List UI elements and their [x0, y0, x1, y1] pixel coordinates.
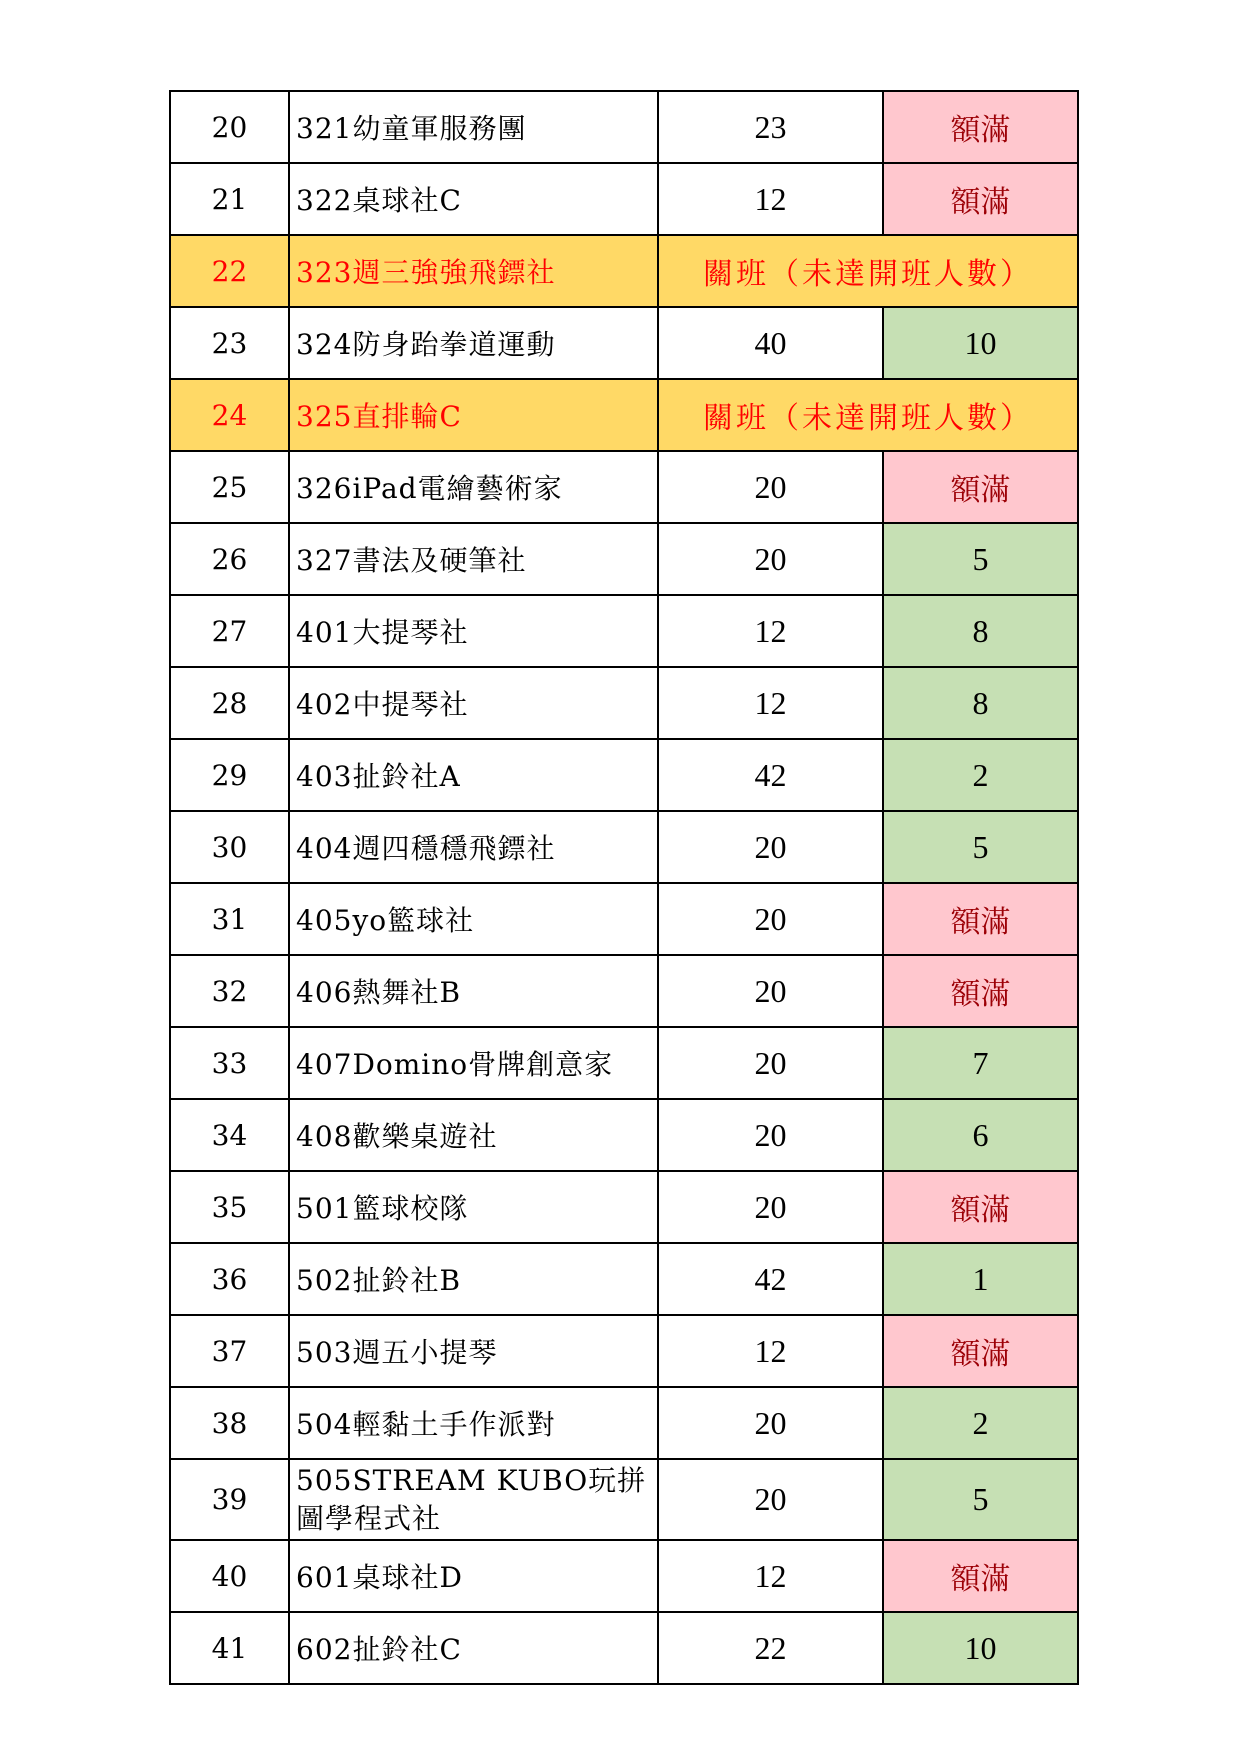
- table-row: [170, 1459, 1078, 1540]
- club-name: 601桌球社D: [289, 1540, 658, 1612]
- row-number: 26: [170, 523, 289, 595]
- capacity: 20: [658, 523, 883, 595]
- club-name: 322桌球社C: [289, 163, 658, 235]
- table-row: [170, 91, 1078, 163]
- remaining-full-badge: 額滿: [883, 955, 1078, 1027]
- club-name: 402中提琴社: [289, 667, 658, 739]
- table-row: [170, 1612, 1078, 1684]
- remaining-full-badge: 額滿: [883, 883, 1078, 955]
- row-number: 35: [170, 1171, 289, 1243]
- club-name: 327書法及硬筆社: [289, 523, 658, 595]
- row-number: 31: [170, 883, 289, 955]
- row-number: 28: [170, 667, 289, 739]
- club-name: 407Domino骨牌創意家: [289, 1027, 658, 1099]
- table-row: [170, 1171, 1078, 1243]
- row-number: 36: [170, 1243, 289, 1315]
- club-name: 405yo籃球社: [289, 883, 658, 955]
- remaining-slots: 8: [883, 595, 1078, 667]
- capacity: 20: [658, 1027, 883, 1099]
- table-row: [170, 1243, 1078, 1315]
- capacity: 20: [658, 955, 883, 1027]
- table-row: [170, 451, 1078, 523]
- club-name: 502扯鈴社B: [289, 1243, 658, 1315]
- table-row: [170, 1027, 1078, 1099]
- row-number: 33: [170, 1027, 289, 1099]
- table-row: [170, 1387, 1078, 1459]
- club-name: 505STREAM KUBO玩拼圖學程式社: [289, 1459, 658, 1540]
- club-name: 321幼童軍服務團: [289, 91, 658, 163]
- remaining-slots: 5: [883, 1459, 1078, 1540]
- row-number: 20: [170, 91, 289, 163]
- club-name: 323週三強強飛鏢社: [289, 235, 658, 307]
- remaining-slots: 10: [883, 1612, 1078, 1684]
- row-number: 38: [170, 1387, 289, 1459]
- table-row: [170, 667, 1078, 739]
- remaining-full-badge: 額滿: [883, 163, 1078, 235]
- capacity: 20: [658, 451, 883, 523]
- table-row: [170, 739, 1078, 811]
- capacity: 22: [658, 1612, 883, 1684]
- remaining-slots: 5: [883, 811, 1078, 883]
- club-name: 408歡樂桌遊社: [289, 1099, 658, 1171]
- table-row: [170, 811, 1078, 883]
- row-number: 40: [170, 1540, 289, 1612]
- capacity: 42: [658, 739, 883, 811]
- capacity: 12: [658, 163, 883, 235]
- remaining-slots: 7: [883, 1027, 1078, 1099]
- row-number: 41: [170, 1612, 289, 1684]
- remaining-slots: 2: [883, 739, 1078, 811]
- club-name: 324防身跆拳道運動: [289, 307, 658, 379]
- remaining-slots: 5: [883, 523, 1078, 595]
- club-name: 326iPad電繪藝術家: [289, 451, 658, 523]
- row-number: 22: [170, 235, 289, 307]
- row-number: 32: [170, 955, 289, 1027]
- club-name: 325直排輪C: [289, 379, 658, 451]
- club-name: 403扯鈴社A: [289, 739, 658, 811]
- remaining-slots: 2: [883, 1387, 1078, 1459]
- closed-status: 關班（未達開班人數）: [658, 379, 1078, 451]
- club-name: 504輕黏土手作派對: [289, 1387, 658, 1459]
- capacity: 12: [658, 595, 883, 667]
- remaining-full-badge: 額滿: [883, 1540, 1078, 1612]
- row-number: 39: [170, 1459, 289, 1540]
- table-row: [170, 883, 1078, 955]
- table-row: [170, 1099, 1078, 1171]
- closed-status: 關班（未達開班人數）: [658, 235, 1078, 307]
- table-row: [170, 523, 1078, 595]
- remaining-slots: 8: [883, 667, 1078, 739]
- row-number: 27: [170, 595, 289, 667]
- club-name: 404週四穩穩飛鏢社: [289, 811, 658, 883]
- club-enrollment-table: [169, 90, 1079, 1685]
- remaining-slots: 1: [883, 1243, 1078, 1315]
- club-name: 406熱舞社B: [289, 955, 658, 1027]
- table-row-closed: [170, 379, 1078, 451]
- row-number: 23: [170, 307, 289, 379]
- capacity: 40: [658, 307, 883, 379]
- capacity: 12: [658, 1540, 883, 1612]
- remaining-full-badge: 額滿: [883, 91, 1078, 163]
- remaining-full-badge: 額滿: [883, 1171, 1078, 1243]
- row-number: 30: [170, 811, 289, 883]
- row-number: 37: [170, 1315, 289, 1387]
- row-number: 34: [170, 1099, 289, 1171]
- club-name: 501籃球校隊: [289, 1171, 658, 1243]
- club-name: 602扯鈴社C: [289, 1612, 658, 1684]
- table-row: [170, 1540, 1078, 1612]
- capacity: 20: [658, 1459, 883, 1540]
- remaining-full-badge: 額滿: [883, 1315, 1078, 1387]
- table-row: [170, 163, 1078, 235]
- remaining-slots: 6: [883, 1099, 1078, 1171]
- row-number: 29: [170, 739, 289, 811]
- table-row: [170, 955, 1078, 1027]
- row-number: 21: [170, 163, 289, 235]
- table-row: [170, 1315, 1078, 1387]
- capacity: 23: [658, 91, 883, 163]
- row-number: 25: [170, 451, 289, 523]
- remaining-full-badge: 額滿: [883, 451, 1078, 523]
- table-row-closed: [170, 235, 1078, 307]
- row-number: 24: [170, 379, 289, 451]
- table-row: [170, 307, 1078, 379]
- capacity: 20: [658, 1099, 883, 1171]
- remaining-slots: 10: [883, 307, 1078, 379]
- capacity: 42: [658, 1243, 883, 1315]
- capacity: 20: [658, 811, 883, 883]
- capacity: 12: [658, 667, 883, 739]
- capacity: 12: [658, 1315, 883, 1387]
- table-row: [170, 595, 1078, 667]
- capacity: 20: [658, 883, 883, 955]
- club-name: 503週五小提琴: [289, 1315, 658, 1387]
- capacity: 20: [658, 1387, 883, 1459]
- capacity: 20: [658, 1171, 883, 1243]
- club-name: 401大提琴社: [289, 595, 658, 667]
